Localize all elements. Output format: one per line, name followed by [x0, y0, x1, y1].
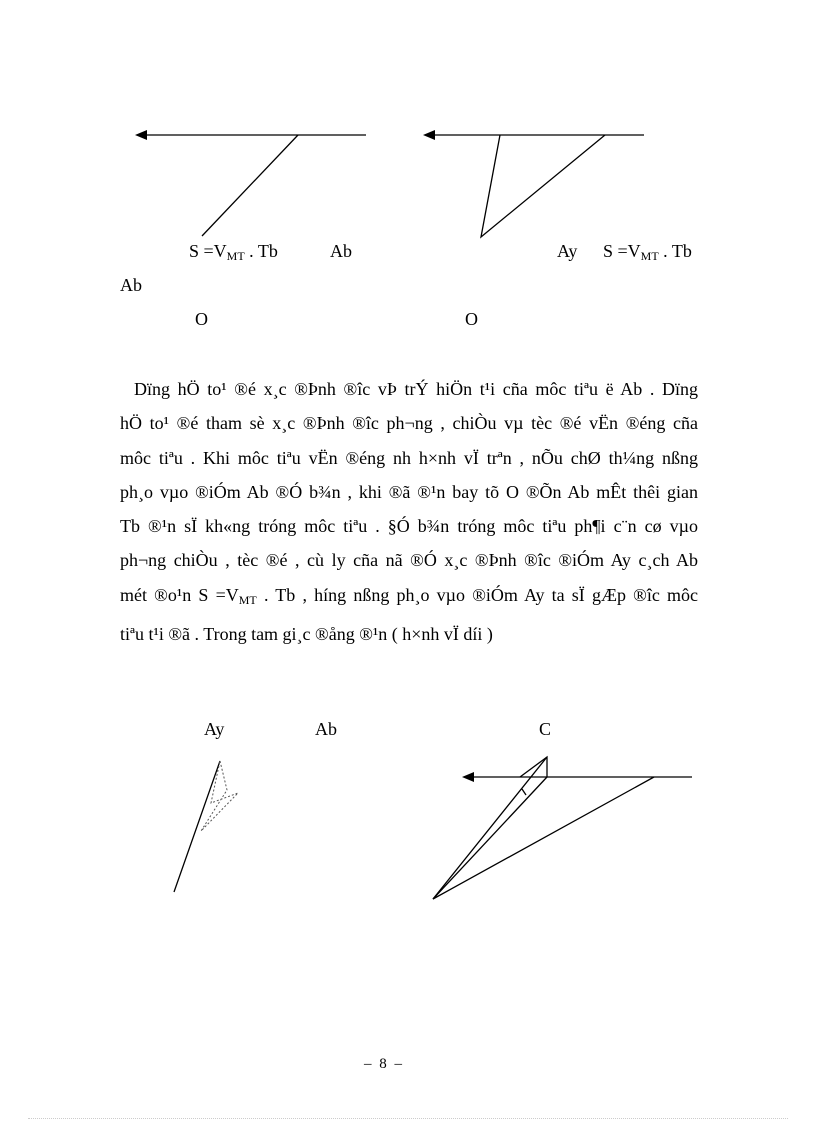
firing-triangle: [481, 135, 605, 237]
formula-prefix: S =V: [603, 241, 641, 261]
paragraph-line: ph¸o vµo ®iÓm Ab ®Ó b¾n , khi ®ã ®¹n bay tõ O ®Õn Ab mÊt thêi gian: [120, 481, 698, 502]
arrowhead: [135, 130, 147, 140]
body-paragraph: [120, 372, 698, 651]
formula-prefix: S =V: [189, 241, 227, 261]
figure2-label-ay: Ay: [204, 719, 225, 739]
paragraph-line: Dïng hÖ to¹ ®é x¸c ®Þnh ®îc vÞ trÝ hiÖn t¹i cña môc tiªu ë Ab . Dïng: [134, 379, 698, 399]
figure1-right-formula: [603, 241, 692, 264]
figure1-right-diagram: [423, 130, 644, 237]
line-suffix: . Tb , híng nßng ph¸o vµo ®iÓm Ay ta sÏ gÆp ®îc môc: [256, 584, 698, 605]
firing-line: [202, 135, 298, 236]
tick-mark: [522, 789, 526, 795]
paragraph-line: môc tiªu . Khi môc tiªu vËn ®éng nh h×nh vÏ trªn , nÕu chØ th¼ng nßng: [120, 447, 698, 468]
footer-rule: [28, 1118, 788, 1119]
paragraph-line: [120, 578, 698, 617]
formula-subscript: MT: [640, 249, 659, 263]
figure1-left-label-o: O: [195, 309, 208, 329]
formula-suffix: . Tb: [658, 241, 692, 261]
figure2-right-diagram: [433, 757, 692, 899]
paragraph-line: ph¬ng chiÒu , tèc ®é , cù ly cña nã ®Ó x¸c ®Þnh ®îc ®iÓm Ay c¸ch Ab: [120, 550, 698, 571]
figure2-label-ab: Ab: [315, 719, 337, 739]
formula-suffix: . Tb: [244, 241, 278, 261]
figure1-label-ab: Ab: [330, 241, 352, 261]
figure1-left-formula: [189, 241, 278, 264]
gun-barrel-line: [174, 761, 220, 892]
dashed-sketch: [201, 761, 238, 831]
page-number: – 8 –: [364, 1056, 404, 1072]
firing-line-inner: [433, 777, 547, 899]
figure1-label-ay: Ay: [557, 241, 578, 261]
figure1-left-diagram: [135, 130, 366, 236]
arrowhead: [462, 772, 474, 782]
figure1-right-label-o: O: [465, 309, 478, 329]
paragraph-line: hÖ to¹ ®é tham sè x¸c ®Þnh ®îc ph¬ng , chiÒu vµ tèc ®é vËn ®éng cña: [120, 413, 698, 434]
line-prefix: mét ®o¹n S =V: [120, 584, 239, 605]
figure2-left-diagram: [174, 761, 238, 892]
line-subscript: MT: [238, 592, 257, 607]
formula-subscript: MT: [226, 249, 245, 263]
paragraph-line: Tb ®¹n sÏ kh«ng tróng môc tiªu . §Ó b¾n tróng môc tiªu ph¶i c¨n cø vµo: [120, 516, 698, 537]
figure2-label-c: C: [539, 719, 552, 739]
figure1-label-ab-wrap: Ab: [120, 275, 142, 295]
paragraph-line: tiªu t¹i ®ã . Trong tam gi¸c ®ång ®¹n ( h×nh vÏ díi ): [120, 624, 493, 645]
arrowhead: [423, 130, 435, 140]
